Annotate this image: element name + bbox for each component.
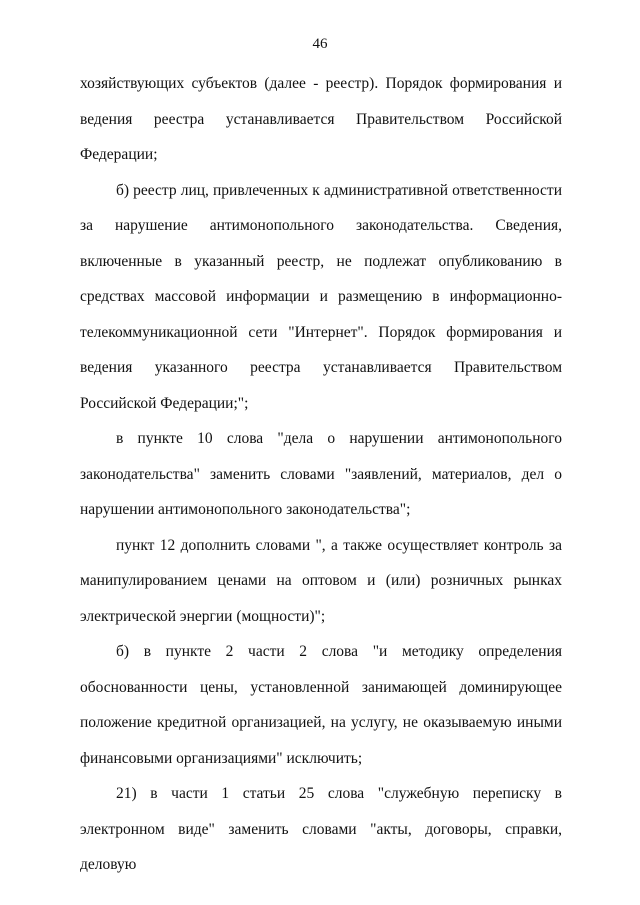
paragraph-point-2-part-2: б) в пункте 2 части 2 слова "и методику определения обоснованности цены, установленной занимающей доминирующее положение кредитной организацией, на услугу, не оказываемую иными финансовыми организациями" исключить; — [80, 643, 562, 767]
paragraph-point-10: в пункте 10 слова "дела о нарушении антимонопольного законодательства" заменить словами "заявлений, материалов, дел о нарушении антимонопольного законодательства"; — [80, 430, 562, 518]
paragraph-continuation: хозяйствующих субъектов (далее - реестр). Порядок формирования и ведения реестра устанавливается Правительством Российской Федерации; — [80, 75, 562, 163]
paragraph-point-12: пункт 12 дополнить словами ", а также осуществляет контроль за манипулированием ценами на оптовом и (или) розничных рынках электрической энергии (мощности)"; — [80, 536, 562, 625]
paragraph-registry-b: б) реестр лиц, привлеченных к административной ответственности за нарушение антимонопольного законодательства. Сведения, включенные в указанный реестр, не подлежат опубликованию в средствах массовой информации и размещению в информационно-телекоммуникационной сети "Интернет". Порядок формирования и ведения указанного реестра устанавливается Правительством Российской Федерации;"; — [80, 181, 562, 412]
paragraph-item-21: 21) в части 1 статьи 25 слова "служебную переписку в электронном виде" заменить словами "акты, договоры, справки, деловую — [80, 785, 562, 873]
document-body — [80, 66, 562, 883]
page-number: 46 — [312, 36, 328, 52]
